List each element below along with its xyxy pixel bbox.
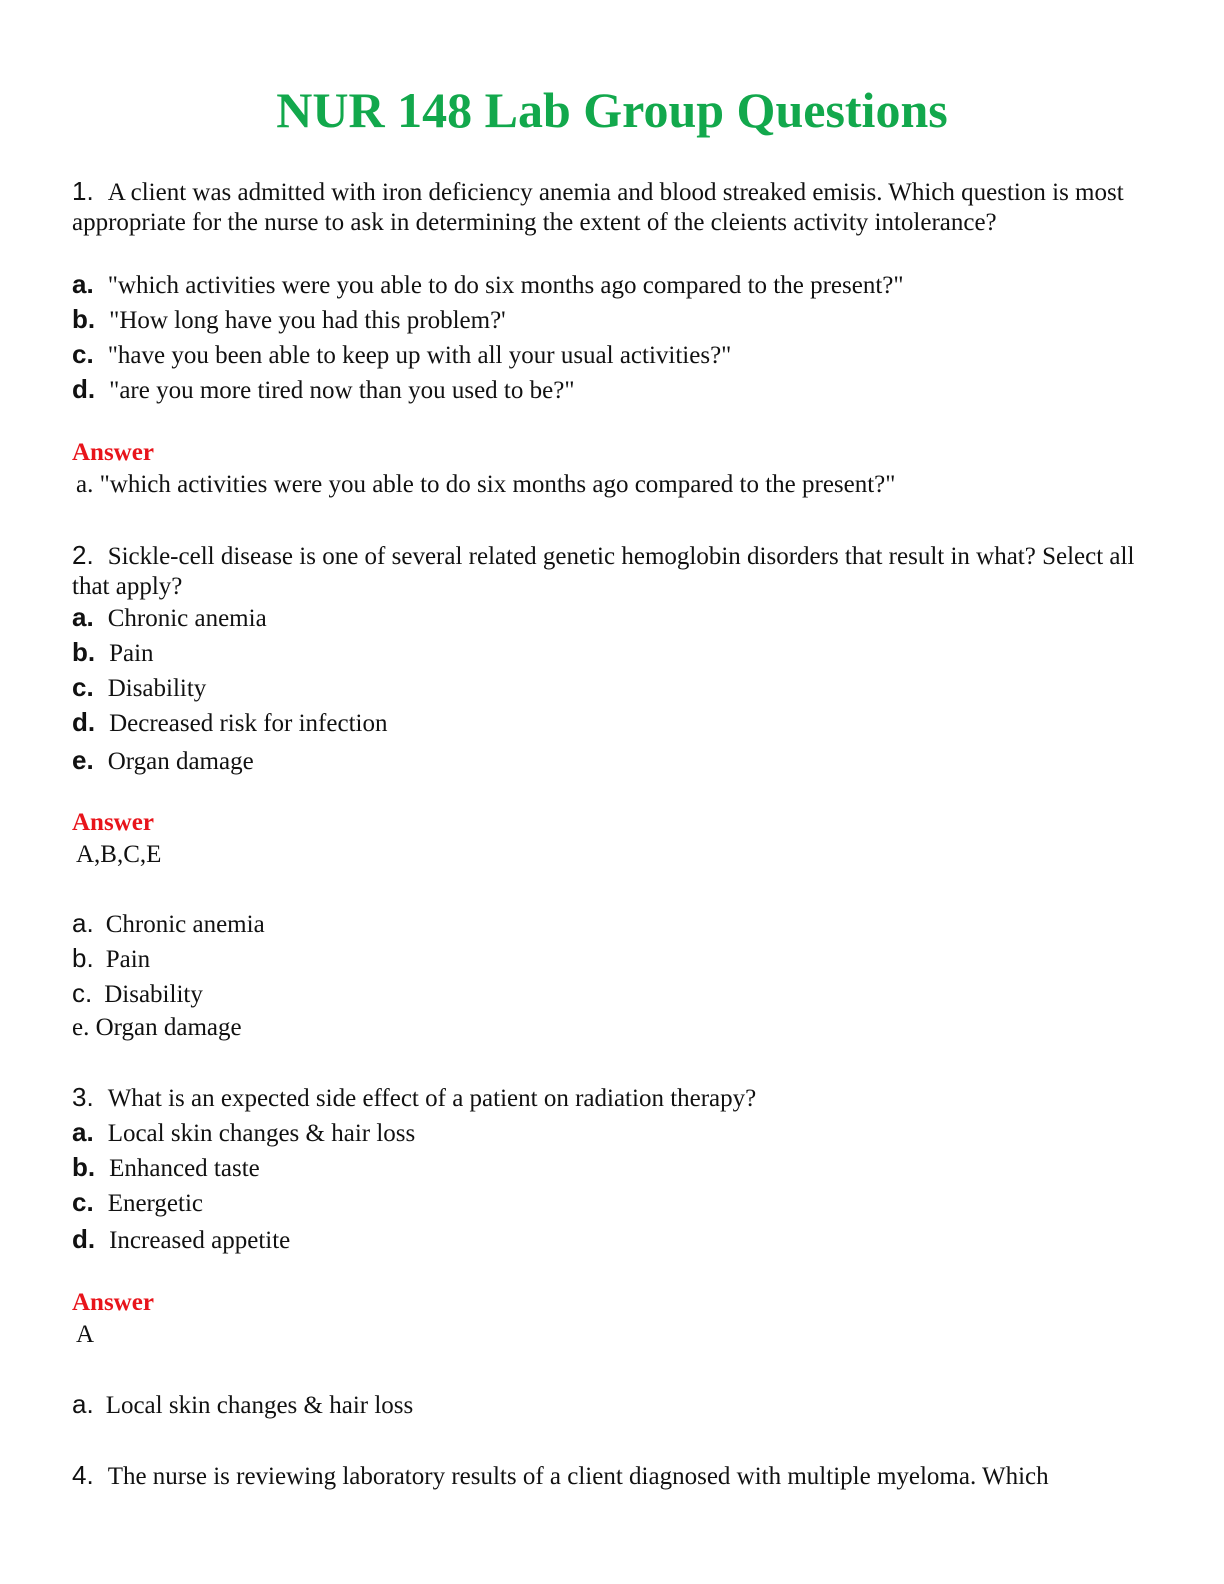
option-letter: c.	[72, 672, 94, 702]
option-letter: a.	[72, 908, 94, 938]
option-letter: a.	[72, 1117, 94, 1147]
question-number: 2.	[72, 540, 94, 570]
question-text: A client was admitted with iron deficiency anemia and blood streaked emisis. Which question is most appropriate for the nurse to ask in determining the extent of the cleients activity intolerance?	[72, 179, 1124, 236]
option-letter: a.	[72, 1389, 94, 1419]
option-text: Chronic anemia	[105, 911, 265, 938]
option-letter: a.	[72, 269, 94, 299]
option-text: "How long have you had this problem?'	[109, 307, 506, 334]
q3-answer-text: A	[76, 1321, 95, 1348]
option-letter: b.	[72, 943, 94, 973]
q2-answer-label: Answer	[72, 809, 154, 836]
option-letter: e.	[72, 745, 94, 775]
q3-option-b	[72, 1152, 260, 1184]
option-letter: a.	[72, 602, 94, 632]
option-letter: d.	[72, 374, 96, 404]
option-text: Disability	[104, 981, 203, 1008]
option-text: Local skin changes & hair loss	[105, 1392, 414, 1419]
question-number: 1.	[72, 176, 94, 206]
q2-option-c	[72, 672, 206, 704]
q1-option-d	[72, 374, 575, 406]
q1-answer-label: Answer	[72, 439, 154, 466]
question-1	[72, 176, 1152, 238]
option-text: "are you more tired now than you used to be?"	[109, 377, 575, 404]
option-text: Enhanced taste	[109, 1155, 260, 1182]
q2-option-b	[72, 637, 154, 669]
q3-option-c	[72, 1187, 203, 1219]
option-letter: b.	[72, 637, 96, 667]
q2-answer-detail-e: e. Organ damage	[72, 1014, 242, 1041]
q2-answer-text: A,B,C,E	[76, 841, 162, 868]
question-text: Sickle-cell disease is one of several related genetic hemoglobin disorders that result in what? Select all that apply?	[72, 543, 1135, 600]
q2-answer-detail-a	[72, 908, 265, 940]
option-text: Organ damage	[107, 748, 254, 775]
option-text: Energetic	[107, 1190, 204, 1217]
option-letter: d.	[72, 1224, 96, 1254]
q3-option-d	[72, 1224, 290, 1256]
q3-option-a	[72, 1117, 415, 1149]
q2-option-a	[72, 602, 267, 634]
option-text: Local skin changes & hair loss	[107, 1120, 416, 1147]
question-4	[72, 1460, 1049, 1492]
option-text: Pain	[109, 640, 154, 667]
option-text: "have you been able to keep up with all your usual activities?"	[107, 342, 732, 369]
q1-answer-text: a. "which activities were you able to do six months ago compared to the present?"	[76, 471, 896, 498]
question-2	[72, 540, 1152, 602]
option-letter: d.	[72, 707, 96, 737]
question-text: What is an expected side effect of a patient on radiation therapy?	[107, 1085, 757, 1112]
q3-answer-label: Answer	[72, 1289, 154, 1316]
option-text: Disability	[107, 675, 207, 702]
q1-option-a	[72, 269, 904, 301]
q3-answer-detail-a	[72, 1389, 413, 1421]
option-text: Chronic anemia	[107, 605, 267, 632]
option-text: Decreased risk for infection	[109, 710, 388, 737]
q2-answer-detail-c	[72, 978, 203, 1010]
option-text: Increased appetite	[109, 1227, 291, 1254]
q2-option-d	[72, 707, 387, 739]
q2-option-e	[72, 745, 254, 777]
option-text: Pain	[105, 946, 151, 973]
option-letter: c.	[72, 978, 93, 1008]
option-letter: b.	[72, 304, 96, 334]
q1-option-c	[72, 339, 731, 371]
question-text: The nurse is reviewing laboratory results of a client diagnosed with multiple myeloma. Which	[107, 1463, 1049, 1490]
question-number: 4.	[72, 1460, 94, 1490]
question-3	[72, 1082, 756, 1114]
option-letter: c.	[72, 339, 94, 369]
q1-option-b	[72, 304, 506, 336]
option-letter: c.	[72, 1187, 94, 1217]
option-text: "which activities were you able to do six months ago compared to the present?"	[107, 272, 904, 299]
option-letter: b.	[72, 1152, 96, 1182]
document-title: NUR 148 Lab Group Questions	[276, 82, 948, 138]
question-number: 3.	[72, 1082, 94, 1112]
q2-answer-detail-b	[72, 943, 150, 975]
